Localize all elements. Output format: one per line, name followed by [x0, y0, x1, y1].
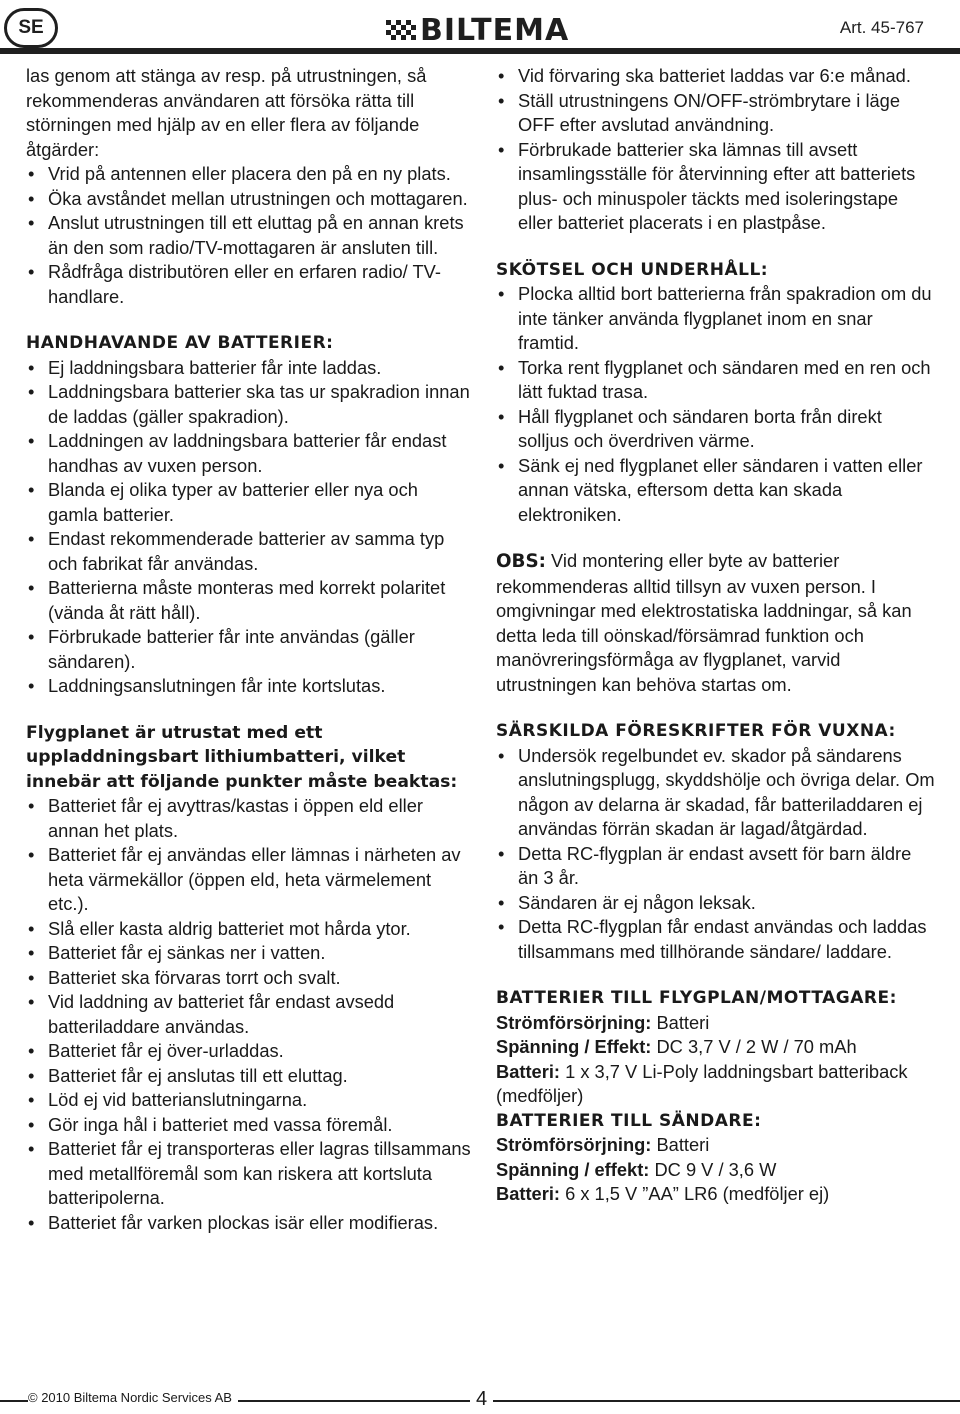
- intro-list: [26, 162, 472, 309]
- list-item: • Rådfråga distributören eller en erfaren radio/ TV-handlare.: [26, 260, 472, 309]
- page-number: 4: [470, 1388, 493, 1411]
- list-item: • Batteriet får ej användas eller lämnas i närheten av heta värmekällor (öppen eld, heta värmelement etc.).: [26, 843, 472, 917]
- care-list: [496, 282, 936, 527]
- copyright-text: © 2010 Biltema Nordic Services AB: [28, 1390, 238, 1405]
- spec-line: [496, 1133, 936, 1158]
- list-item: • Vrid på antennen eller placera den på en ny plats.: [26, 162, 472, 187]
- spec-value: 1 x 3,7 V Li-Poly laddningsbart batteriback (medföljer): [496, 1060, 908, 1106]
- spec-line: [496, 1158, 936, 1183]
- page-header: [0, 0, 960, 62]
- storage-list: [496, 64, 936, 236]
- list-item: • Batteriet får ej sänkas ner i vatten.: [26, 941, 472, 966]
- spec-label: Batteri:: [496, 1060, 560, 1082]
- left-column: [26, 64, 472, 1235]
- article-number: Art. 45-767: [834, 18, 924, 38]
- adult-rules-list: [496, 744, 936, 965]
- care-heading: SKÖTSEL OCH UNDERHÅLL:: [496, 259, 769, 280]
- spec-value: Batteri: [651, 1011, 710, 1033]
- list-item: • Detta RC-flygplan är endast avsett för barn äldre än 3 år.: [496, 842, 936, 891]
- list-item: • Batteriet får ej anslutas till ett eluttag.: [26, 1064, 472, 1089]
- list-item: • Löd ej vid batterianslutningarna.: [26, 1088, 472, 1113]
- lithium-heading: Flygplanet är utrustat med ett uppladdningsbart lithiumbatteri, vilket innebär att följande punkter måste beaktas:: [26, 722, 458, 792]
- list-item: • Batteriet får varken plockas isär eller modifieras.: [26, 1211, 472, 1236]
- list-item: • Batteriet ska förvaras torrt och svalt.: [26, 966, 472, 991]
- list-item: • Förbrukade batterier ska lämnas till avsett insamlingsställe för återvinning efter att batteriets plus- och minuspoler täckts med isoleringstape eller batteriet placerats i en plastpåse.: [496, 138, 936, 236]
- list-item: • Slå eller kasta aldrig batteriet mot hårda ytor.: [26, 917, 472, 942]
- spec-line: [496, 1182, 936, 1207]
- list-item: • Vid förvaring ska batteriet laddas var 6:e månad.: [496, 64, 936, 89]
- spec-value: DC 3,7 V / 2 W / 70 mAh: [651, 1036, 857, 1057]
- list-item: • Förbrukade batterier får inte användas (gäller sändaren).: [26, 625, 472, 674]
- list-item: • Sänk ej ned flygplanet eller sändaren i vatten eller annan vätska, eftersom detta kan skada elektroniken.: [496, 454, 936, 528]
- right-column: [496, 64, 936, 1207]
- obs-paragraph: [496, 549, 936, 697]
- list-item: • Öka avståndet mellan utrustningen och mottagaren.: [26, 187, 472, 212]
- checker-logo-icon: [386, 20, 416, 40]
- list-item: • Anslut utrustningen till ett eluttag på en annan krets än den som radio/TV-mottagaren är ansluten till.: [26, 211, 472, 260]
- transmitter-battery-heading: BATTERIER TILL SÄNDARE:: [496, 1110, 762, 1131]
- obs-label: OBS:: [496, 551, 546, 572]
- spec-line: [496, 1035, 936, 1060]
- list-item: • Sändaren är ej någon leksak.: [496, 891, 936, 916]
- list-item: • Laddningsanslutningen får inte kortslutas.: [26, 674, 472, 699]
- list-item: • Plocka alltid bort batterierna från spakradion om du inte tänker använda flygplanet inom en snar framtid.: [496, 282, 936, 356]
- spec-label: Batteri:: [496, 1183, 560, 1204]
- spec-value: 6 x 1,5 V ”AA” LR6 (medföljer ej): [560, 1183, 830, 1204]
- list-item: • Ställ utrustningens ON/OFF-strömbrytare i läge OFF efter avslutad användning.: [496, 89, 936, 138]
- list-item: • Ej laddningsbara batterier får inte laddas.: [26, 356, 472, 381]
- list-item: • Blanda ej olika typer av batterier eller nya och gamla batterier.: [26, 478, 472, 527]
- list-item: • Laddningsbara batterier ska tas ur spakradion innan de laddas (gäller spakradion).: [26, 380, 472, 429]
- adult-rules-heading: SÄRSKILDA FÖRESKRIFTER FÖR VUXNA:: [496, 721, 896, 741]
- list-item: • Batteriet får ej över-urladdas.: [26, 1039, 472, 1064]
- list-item: • Vid laddning av batteriet får endast avsedd batteriladdare användas.: [26, 990, 472, 1039]
- lithium-list: [26, 794, 472, 1235]
- spec-value: DC 9 V / 3,6 W: [649, 1158, 777, 1180]
- obs-text: Vid montering eller byte av batterier rekommenderas alltid tillsyn av vuxen person. I omgivningar med elektrostatiska laddningar, så kan detta leda till oönskad/försämrad funktion och manövreringsförmåga av flygplanet, varvid utrustningen kan behöva startas om.: [496, 550, 912, 695]
- spec-label: Strömförsörjning:: [496, 1011, 652, 1033]
- plane-battery-heading: BATTERIER TILL FLYGPLAN/MOTTAGARE:: [496, 988, 897, 1008]
- spec-label: Spänning / Effekt:: [496, 1036, 652, 1057]
- list-item: • Laddningen av laddningsbara batterier får endast handhas av vuxen person.: [26, 429, 472, 478]
- list-item: • Detta RC-flygplan får endast användas och laddas tillsammans med tillhörande sändare/ laddare.: [496, 915, 936, 964]
- list-item: • Undersök regelbundet ev. skador på sändarens anslutningsplugg, skyddshölje och övriga delar. Om någon av delarna är skadad, får batteriladdaren ej användas förrän skadan är lagad/åtgärdad.: [496, 744, 936, 842]
- page-footer: [0, 1388, 960, 1414]
- intro-paragraph: las genom att stänga av resp. på utrustningen, så rekommenderas användaren att försöka rätta till störningen med hjälp av en eller flera av följande åtgärder:: [26, 65, 427, 160]
- brand-name: BILTEMA: [420, 12, 570, 48]
- spec-label: Spänning / effekt:: [496, 1158, 650, 1180]
- spec-label: Strömförsörjning:: [496, 1134, 652, 1155]
- list-item: • Håll flygplanet och sändaren borta från direkt solljus och överdriven värme.: [496, 405, 936, 454]
- header-rule: [0, 48, 960, 54]
- spec-value: Batteri: [651, 1134, 710, 1155]
- list-item: • Batteriet får ej avyttras/kastas i öppen eld eller annan het plats.: [26, 794, 472, 843]
- list-item: • Batterierna måste monteras med korrekt polaritet (vända åt rätt håll).: [26, 576, 472, 625]
- battery-handling-list: [26, 356, 472, 699]
- list-item: • Gör inga hål i batteriet med vassa föremål.: [26, 1113, 472, 1138]
- battery-handling-heading: HANDHAVANDE AV BATTERIER:: [26, 333, 334, 353]
- language-badge: SE: [4, 8, 58, 48]
- list-item: • Torka rent flygplanet och sändaren med en ren och lätt fuktad trasa.: [496, 356, 936, 405]
- list-item: • Batteriet får ej transporteras eller lagras tillsammans med metallföremål som kan riskera att kortsluta batteripolerna.: [26, 1137, 472, 1211]
- spec-line: [496, 1011, 936, 1036]
- list-item: • Endast rekommenderade batterier av samma typ och fabrikat får användas.: [26, 527, 472, 576]
- brand-logo: [380, 14, 575, 46]
- spec-line: [496, 1060, 936, 1109]
